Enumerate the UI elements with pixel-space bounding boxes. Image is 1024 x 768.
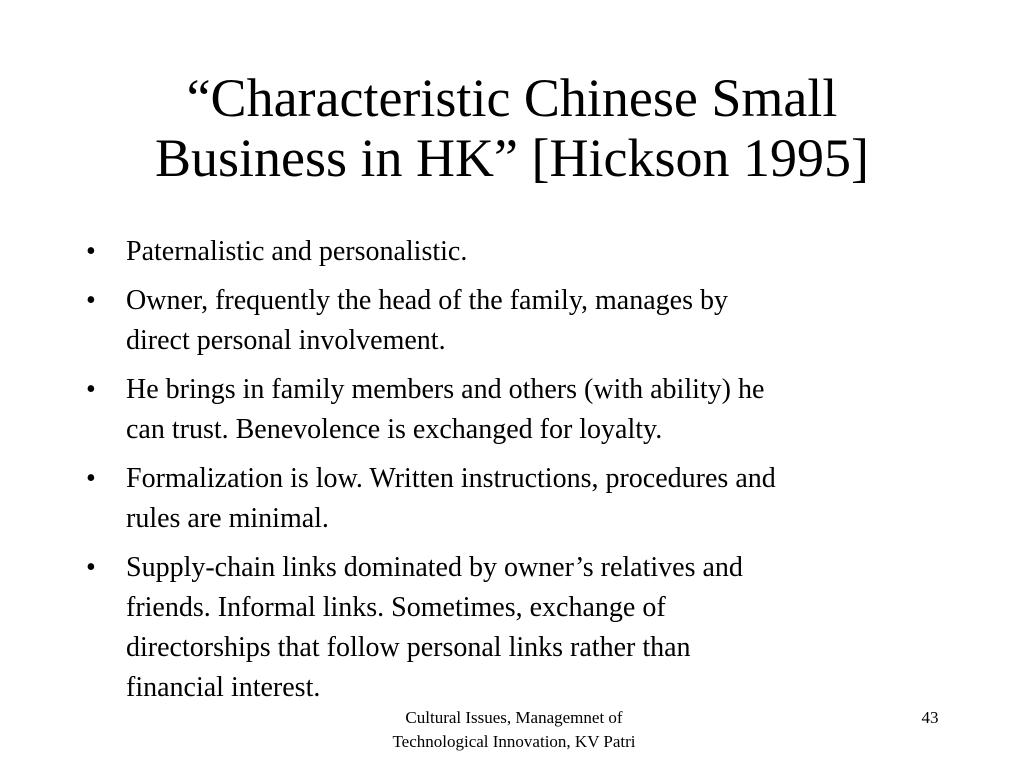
bullet-text-line: He brings in family members and others (with ability) he bbox=[126, 374, 765, 405]
bullet-text-line: Supply-chain links dominated by owner’s relatives and bbox=[126, 552, 743, 583]
footer-line: Technological Innovation, KV Patri bbox=[392, 732, 636, 751]
bullet-list bbox=[86, 232, 946, 717]
bullet-text-line: rules are minimal. bbox=[126, 503, 329, 534]
bullet-item bbox=[86, 548, 946, 708]
slide-title bbox=[40, 68, 984, 188]
bullet-icon: • bbox=[86, 285, 96, 316]
bullet-item bbox=[86, 370, 946, 450]
slide-footer bbox=[334, 706, 694, 754]
bullet-icon: • bbox=[86, 236, 96, 267]
bullet-item bbox=[86, 232, 946, 272]
bullet-text-line: can trust. Benevolence is exchanged for loyalty. bbox=[126, 414, 663, 445]
bullet-text-line: financial interest. bbox=[126, 672, 321, 703]
bullet-text-line: Formalization is low. Written instructions, procedures and bbox=[126, 463, 776, 494]
bullet-text-line: direct personal involvement. bbox=[126, 325, 446, 356]
footer-line: Cultural Issues, Managemnet of bbox=[405, 708, 623, 727]
bullet-item bbox=[86, 459, 946, 539]
bullet-icon: • bbox=[86, 552, 96, 583]
bullet-icon: • bbox=[86, 463, 96, 494]
bullet-text-line: friends. Informal links. Sometimes, exchange of bbox=[126, 592, 666, 623]
bullet-item bbox=[86, 281, 946, 361]
bullet-text-line: Owner, frequently the head of the family, manages by bbox=[126, 285, 728, 316]
slide-title-line: “Characteristic Chinese Small bbox=[186, 68, 838, 128]
bullet-text-line: directorships that follow personal links rather than bbox=[126, 632, 691, 663]
bullet-text: Paternalistic and personalistic. bbox=[126, 236, 468, 267]
page-number: 43 bbox=[921, 708, 939, 727]
slide-title-line: Business in HK” [Hickson 1995] bbox=[155, 128, 869, 188]
bullet-icon: • bbox=[86, 374, 96, 405]
